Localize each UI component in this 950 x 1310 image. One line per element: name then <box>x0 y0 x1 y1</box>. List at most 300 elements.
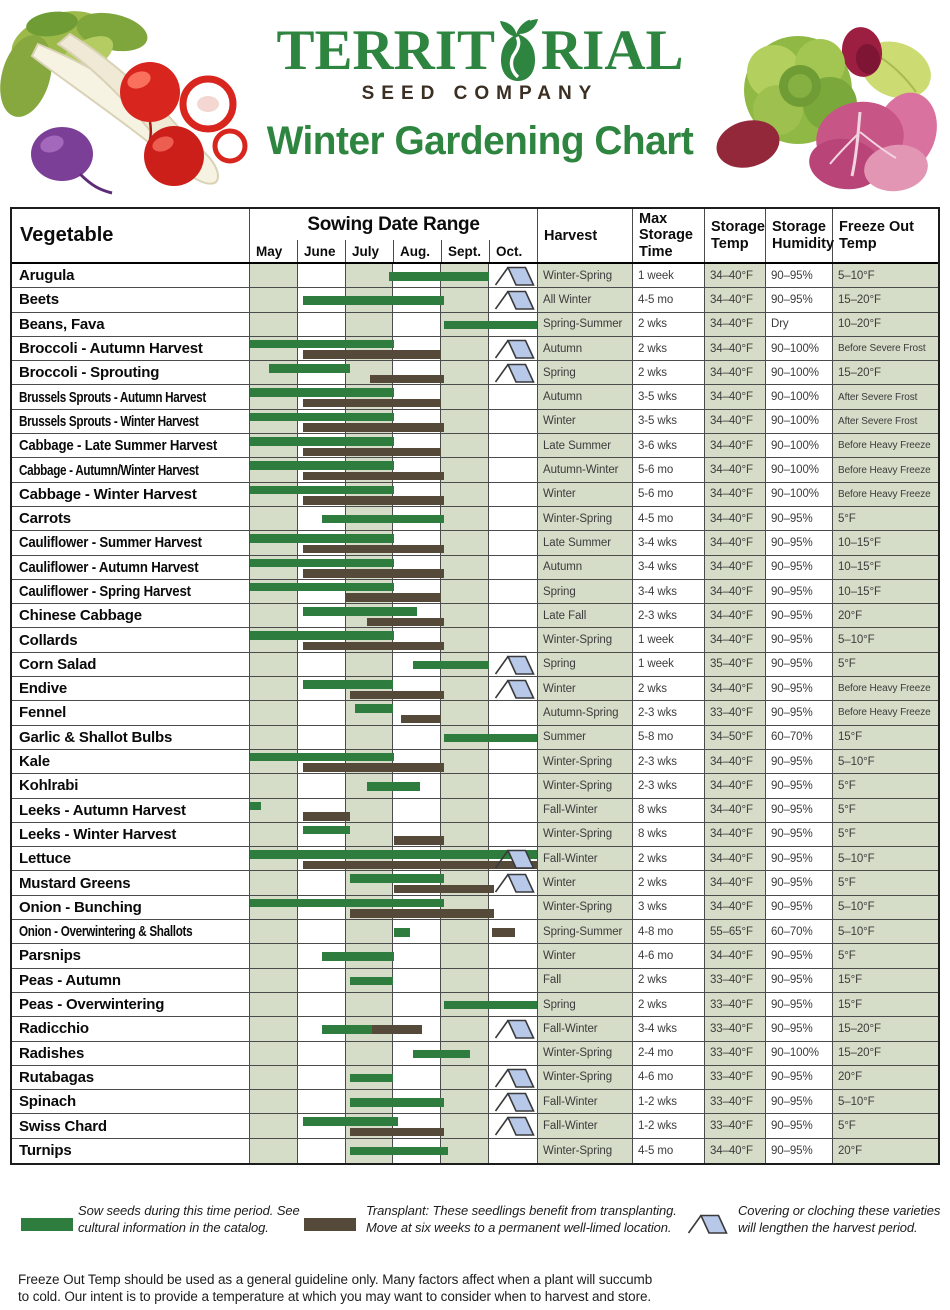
sow-bar <box>355 704 393 713</box>
transplant-bar <box>370 375 444 384</box>
month-cell <box>250 264 298 287</box>
vegetable-name: Beets <box>12 288 250 311</box>
storage-time-value: 2-3 wks <box>633 701 705 724</box>
month-cell <box>346 726 394 749</box>
month-cell <box>489 628 537 651</box>
freeze-out-value: 5°F <box>833 823 938 846</box>
freeze-out-value: 10–15°F <box>833 580 938 603</box>
harvest-value: Autumn-Winter <box>538 458 633 481</box>
storage-time-value: 3-6 wks <box>633 434 705 457</box>
storage-temp-value: 34–40°F <box>705 1139 766 1163</box>
brand-name-right: RIAL <box>541 19 684 82</box>
freeze-out-value: 20°F <box>833 1066 938 1089</box>
vegetable-name: Corn Salad <box>12 653 250 676</box>
month-cell <box>394 799 442 822</box>
harvest-value: Fall-Winter <box>538 847 633 870</box>
storage-humidity-value: 90–95% <box>766 1017 833 1040</box>
month-cell <box>441 799 489 822</box>
sowing-timeline <box>250 993 538 1016</box>
sow-bar <box>250 486 394 495</box>
table-row <box>12 434 938 458</box>
storage-time-value: 3 wks <box>633 896 705 919</box>
storage-time-value: 1-2 wks <box>633 1114 705 1137</box>
month-cell <box>250 653 298 676</box>
storage-time-value: 4-5 mo <box>633 507 705 530</box>
storage-humidity-value: 90–95% <box>766 580 833 603</box>
column-header-sowing-group <box>250 209 538 262</box>
sowing-timeline <box>250 1017 538 1040</box>
page-header <box>0 0 950 205</box>
storage-humidity-value: 90–100% <box>766 483 833 506</box>
table-row <box>12 288 938 312</box>
month-cell <box>250 1114 298 1137</box>
month-cell <box>250 677 298 700</box>
sowing-timeline <box>250 288 538 311</box>
storage-time-value: 4-5 mo <box>633 1139 705 1163</box>
sowing-timeline <box>250 847 538 870</box>
freeze-out-value: 5°F <box>833 653 938 676</box>
harvest-value: Fall-Winter <box>538 1017 633 1040</box>
freeze-out-value: 20°F <box>833 1139 938 1163</box>
brand-subtitle: SEED COMPANY <box>361 83 599 104</box>
table-row <box>12 1114 938 1138</box>
table-row <box>12 410 938 434</box>
month-cell <box>441 823 489 846</box>
storage-temp-value: 34–40°F <box>705 337 766 360</box>
month-cell <box>441 531 489 554</box>
storage-humidity-value: 60–70% <box>766 920 833 943</box>
vegetable-name: Radishes <box>12 1042 250 1065</box>
month-cell <box>250 1017 298 1040</box>
month-cell <box>250 993 298 1016</box>
table-row <box>12 750 938 774</box>
freeze-out-value: Before Heavy Freeze <box>833 434 938 457</box>
storage-temp-value: 33–40°F <box>705 1042 766 1065</box>
harvest-value: Autumn-Spring <box>538 701 633 724</box>
storage-humidity-value: 90–95% <box>766 1066 833 1089</box>
storage-humidity-value: 90–95% <box>766 823 833 846</box>
storage-temp-value: 34–40°F <box>705 944 766 967</box>
sow-legend-text: Sow seeds during this time period. See cultural information in the catalog. <box>78 1203 300 1235</box>
table-row <box>12 604 938 628</box>
sowing-timeline <box>250 1042 538 1065</box>
cloche-icon <box>493 1091 535 1112</box>
storage-time-value: 5-6 mo <box>633 458 705 481</box>
storage-temp-value: 33–40°F <box>705 1090 766 1113</box>
transplant-bar <box>303 399 442 408</box>
sowing-timeline <box>250 750 538 773</box>
table-row <box>12 458 938 482</box>
storage-temp-value: 34–40°F <box>705 410 766 433</box>
sow-bar <box>322 1025 372 1034</box>
storage-time-value: 4-5 mo <box>633 288 705 311</box>
freeze-out-value: After Severe Frost <box>833 385 938 408</box>
vegetable-name: Onion - Overwintering & Shallots <box>12 920 250 943</box>
transplant-bar <box>372 1025 422 1034</box>
harvest-value: Fall-Winter <box>538 1114 633 1137</box>
month-cell <box>441 556 489 579</box>
storage-temp-value: 34–40°F <box>705 483 766 506</box>
storage-time-value: 3-5 wks <box>633 385 705 408</box>
storage-time-value: 2 wks <box>633 969 705 992</box>
month-cell <box>441 944 489 967</box>
storage-temp-value: 34–40°F <box>705 434 766 457</box>
sow-bar <box>413 661 490 670</box>
harvest-value: Fall <box>538 969 633 992</box>
month-cell <box>298 1090 346 1113</box>
harvest-value: Winter-Spring <box>538 1066 633 1089</box>
vegetable-name: Kohlrabi <box>12 774 250 797</box>
sowing-timeline <box>250 556 538 579</box>
vegetable-name: Radicchio <box>12 1017 250 1040</box>
freeze-out-value: 15–20°F <box>833 361 938 384</box>
table-row <box>12 1042 938 1066</box>
vegetable-name: Broccoli - Autumn Harvest <box>12 337 250 360</box>
freeze-out-value: 10–15°F <box>833 556 938 579</box>
legend <box>0 1195 950 1255</box>
vegetable-name: Chinese Cabbage <box>12 604 250 627</box>
month-cell <box>298 920 346 943</box>
transplant-bar <box>303 423 444 432</box>
month-cell <box>441 434 489 457</box>
storage-temp-value: 34–40°F <box>705 531 766 554</box>
harvest-value: Late Summer <box>538 531 633 554</box>
sow-bar <box>444 321 537 330</box>
harvest-value: Winter <box>538 483 633 506</box>
storage-temp-value: 33–40°F <box>705 701 766 724</box>
month-cell <box>489 483 537 506</box>
storage-humidity-value: 90–95% <box>766 774 833 797</box>
storage-time-value: 1 week <box>633 628 705 651</box>
month-cell <box>298 1139 346 1163</box>
month-cell <box>394 1066 442 1089</box>
column-header-storage-humidity: Storage Humidity <box>766 209 833 262</box>
freeze-out-value: 15–20°F <box>833 1042 938 1065</box>
transplant-bar <box>303 569 444 578</box>
sow-bar <box>394 928 411 937</box>
storage-temp-value: 34–40°F <box>705 580 766 603</box>
sowing-timeline <box>250 969 538 992</box>
transplant-bar <box>492 928 516 937</box>
table-row <box>12 580 938 604</box>
storage-time-value: 8 wks <box>633 823 705 846</box>
sow-bar <box>269 364 350 373</box>
month-cell <box>489 507 537 530</box>
month-cell <box>441 628 489 651</box>
month-cell <box>489 604 537 627</box>
table-row <box>12 969 938 993</box>
storage-time-value: 3-4 wks <box>633 556 705 579</box>
transplant-legend-text: Transplant: These seedlings benefit from transplanting. Move at six weeks to a permanent well-limed location. <box>366 1203 677 1235</box>
freeze-out-value: 15°F <box>833 726 938 749</box>
sowing-timeline <box>250 313 538 336</box>
month-cell <box>250 871 298 894</box>
month-cell <box>298 653 346 676</box>
sowing-timeline <box>250 726 538 749</box>
table-row <box>12 337 938 361</box>
month-header-june: June <box>297 240 345 262</box>
cloche-icon <box>493 654 535 675</box>
freeze-out-value: 15°F <box>833 993 938 1016</box>
storage-time-value: 2 wks <box>633 993 705 1016</box>
month-cell <box>441 604 489 627</box>
harvest-value: Autumn <box>538 385 633 408</box>
month-cell <box>250 774 298 797</box>
harvest-value: Winter-Spring <box>538 896 633 919</box>
month-cell <box>489 969 537 992</box>
storage-time-value: 2 wks <box>633 871 705 894</box>
sow-bar <box>303 826 351 835</box>
month-cell <box>441 969 489 992</box>
storage-humidity-value: 90–95% <box>766 653 833 676</box>
storage-time-value: 1 week <box>633 653 705 676</box>
month-cell <box>489 750 537 773</box>
vegetable-name: Leeks - Autumn Harvest <box>12 799 250 822</box>
month-cell <box>250 604 298 627</box>
month-cell <box>298 264 346 287</box>
month-cell <box>441 1090 489 1113</box>
storage-humidity-value: 90–95% <box>766 1139 833 1163</box>
month-cell <box>489 531 537 554</box>
harvest-value: Winter-Spring <box>538 628 633 651</box>
storage-temp-value: 34–40°F <box>705 799 766 822</box>
month-cell <box>489 458 537 481</box>
cloche-icon <box>493 678 535 699</box>
vegetable-name: Turnips <box>12 1139 250 1163</box>
storage-time-value: 3-4 wks <box>633 580 705 603</box>
storage-temp-value: 34–40°F <box>705 847 766 870</box>
month-cell <box>250 1090 298 1113</box>
table-row <box>12 507 938 531</box>
storage-humidity-value: 60–70% <box>766 726 833 749</box>
month-cell <box>489 896 537 919</box>
table-row <box>12 531 938 555</box>
month-cell <box>441 1139 489 1163</box>
month-header-july: July <box>345 240 393 262</box>
harvest-value: Spring <box>538 580 633 603</box>
storage-temp-value: 55–65°F <box>705 920 766 943</box>
sow-bar <box>250 899 444 908</box>
transplant-bar <box>303 763 444 772</box>
storage-temp-value: 34–40°F <box>705 507 766 530</box>
month-cell <box>394 969 442 992</box>
month-cell <box>489 774 537 797</box>
storage-temp-value: 34–40°F <box>705 313 766 336</box>
sowing-timeline <box>250 871 538 894</box>
sow-bar <box>250 461 394 470</box>
vegetable-name: Cauliflower - Autumn Harvest <box>12 556 250 579</box>
storage-temp-value: 34–40°F <box>705 604 766 627</box>
sow-bar <box>444 734 537 743</box>
month-cell <box>250 726 298 749</box>
month-cell <box>394 726 442 749</box>
sow-bar <box>303 680 394 689</box>
storage-time-value: 2-3 wks <box>633 750 705 773</box>
harvest-value: Fall-Winter <box>538 1090 633 1113</box>
storage-temp-value: 35–40°F <box>705 653 766 676</box>
storage-humidity-value: 90–95% <box>766 871 833 894</box>
vegetable-name: Brussels Sprouts - Autumn Harvest <box>12 385 250 408</box>
table-row <box>12 361 938 385</box>
sow-bar <box>250 559 394 568</box>
month-cell <box>441 677 489 700</box>
storage-temp-value: 33–40°F <box>705 969 766 992</box>
storage-time-value: 3-4 wks <box>633 1017 705 1040</box>
month-cell <box>250 1139 298 1163</box>
cloche-icon <box>493 265 535 286</box>
storage-time-value: 2-3 wks <box>633 774 705 797</box>
sow-bar <box>350 1074 393 1083</box>
brand-name-left: TERRIT <box>276 19 496 82</box>
month-cell <box>298 1042 346 1065</box>
month-cell <box>489 1139 537 1163</box>
sow-bar <box>250 631 394 640</box>
harvest-value: Winter-Spring <box>538 507 633 530</box>
month-cell <box>441 580 489 603</box>
storage-temp-value: 34–40°F <box>705 288 766 311</box>
freeze-out-value: 15–20°F <box>833 288 938 311</box>
storage-time-value: 3-5 wks <box>633 410 705 433</box>
vegetable-name: Mustard Greens <box>12 871 250 894</box>
storage-humidity-value: 90–95% <box>766 701 833 724</box>
table-row <box>12 264 938 288</box>
storage-humidity-value: 90–95% <box>766 1090 833 1113</box>
vegetable-name: Lettuce <box>12 847 250 870</box>
sowing-timeline <box>250 531 538 554</box>
sow-bar <box>250 340 394 349</box>
freeze-out-value: 5°F <box>833 1114 938 1137</box>
month-cell <box>346 799 394 822</box>
table-row <box>12 726 938 750</box>
storage-humidity-value: 90–100% <box>766 434 833 457</box>
transplant-bar <box>303 496 444 505</box>
sowing-timeline <box>250 1139 538 1163</box>
month-cell <box>298 969 346 992</box>
cloche-legend-text: Covering or cloching these varieties will lengthen the harvest period. <box>738 1203 941 1235</box>
harvest-value: Winter-Spring <box>538 750 633 773</box>
sow-bar <box>303 296 444 305</box>
month-cell <box>250 701 298 724</box>
sow-bar <box>303 1117 399 1126</box>
table-row <box>12 993 938 1017</box>
month-cell <box>441 385 489 408</box>
storage-humidity-value: 90–95% <box>766 531 833 554</box>
vegetable-name: Cabbage - Late Summer Harvest <box>12 434 250 457</box>
cloche-icon <box>493 289 535 310</box>
month-header-may: May <box>256 243 283 259</box>
freeze-out-value: Before Heavy Freeze <box>833 701 938 724</box>
harvest-value: Winter-Spring <box>538 774 633 797</box>
month-cell <box>489 1042 537 1065</box>
transplant-bar <box>303 472 444 481</box>
freeze-out-value: 5–10°F <box>833 264 938 287</box>
sow-bar <box>322 515 444 524</box>
freeze-out-value: 5–10°F <box>833 750 938 773</box>
seed-sprout-icon <box>496 18 540 82</box>
storage-temp-value: 34–40°F <box>705 896 766 919</box>
harvest-value: Spring <box>538 993 633 1016</box>
month-cell <box>298 701 346 724</box>
cloche-icon <box>493 1115 535 1136</box>
harvest-value: Winter <box>538 677 633 700</box>
sow-legend-swatch <box>21 1218 73 1231</box>
storage-humidity-value: 90–95% <box>766 750 833 773</box>
month-cell <box>441 1114 489 1137</box>
column-header-vegetable: Vegetable <box>12 209 250 262</box>
table-row <box>12 944 938 968</box>
month-cell <box>441 774 489 797</box>
sowing-timeline <box>250 1066 538 1089</box>
month-cell <box>441 920 489 943</box>
month-cell <box>250 969 298 992</box>
storage-humidity-value: 90–95% <box>766 628 833 651</box>
month-cell <box>441 750 489 773</box>
table-header-row <box>12 209 938 264</box>
vegetable-name: Peas - Overwintering <box>12 993 250 1016</box>
sow-bar <box>303 607 418 616</box>
harvest-value: All Winter <box>538 288 633 311</box>
winter-gardening-table <box>10 207 940 1165</box>
vegetable-name: Parsnips <box>12 944 250 967</box>
storage-time-value: 2 wks <box>633 361 705 384</box>
table-row <box>12 483 938 507</box>
transplant-bar <box>394 885 494 894</box>
sowing-timeline <box>250 920 538 943</box>
sowing-timeline <box>250 799 538 822</box>
month-cell <box>346 264 394 287</box>
month-cell <box>489 580 537 603</box>
table-row <box>12 313 938 337</box>
sow-bar <box>350 874 443 883</box>
storage-temp-value: 34–40°F <box>705 871 766 894</box>
month-cell <box>489 410 537 433</box>
vegetable-name: Collards <box>12 628 250 651</box>
storage-humidity-value: 90–95% <box>766 944 833 967</box>
storage-humidity-value: Dry <box>766 313 833 336</box>
month-cell <box>441 507 489 530</box>
month-cell <box>346 823 394 846</box>
month-header-aug: Aug. <box>393 240 441 262</box>
month-cell <box>346 1042 394 1065</box>
transplant-bar <box>401 715 442 724</box>
sowing-timeline <box>250 385 538 408</box>
freeze-out-value: 5°F <box>833 871 938 894</box>
storage-temp-value: 34–40°F <box>705 823 766 846</box>
month-cell <box>441 458 489 481</box>
freeze-out-value: 5°F <box>833 799 938 822</box>
table-row <box>12 774 938 798</box>
month-cell <box>441 1066 489 1089</box>
month-cell <box>298 313 346 336</box>
vegetable-name: Garlic & Shallot Bulbs <box>12 726 250 749</box>
storage-temp-value: 34–40°F <box>705 628 766 651</box>
table-row <box>12 1090 938 1114</box>
column-header-storage-temp: Storage Temp <box>705 209 766 262</box>
sow-bar <box>444 1001 537 1010</box>
storage-humidity-value: 90–95% <box>766 604 833 627</box>
sow-bar <box>322 952 394 961</box>
sowing-timeline <box>250 264 538 287</box>
freeze-out-value: 10–20°F <box>833 313 938 336</box>
vegetable-name: Endive <box>12 677 250 700</box>
column-header-sowing: Sowing Date Range <box>307 213 480 235</box>
month-cell <box>250 313 298 336</box>
vegetable-name: Cauliflower - Spring Harvest <box>12 580 250 603</box>
harvest-value: Spring-Summer <box>538 313 633 336</box>
sow-bar <box>350 1098 443 1107</box>
sow-bar <box>250 583 394 592</box>
storage-humidity-value: 90–95% <box>766 264 833 287</box>
